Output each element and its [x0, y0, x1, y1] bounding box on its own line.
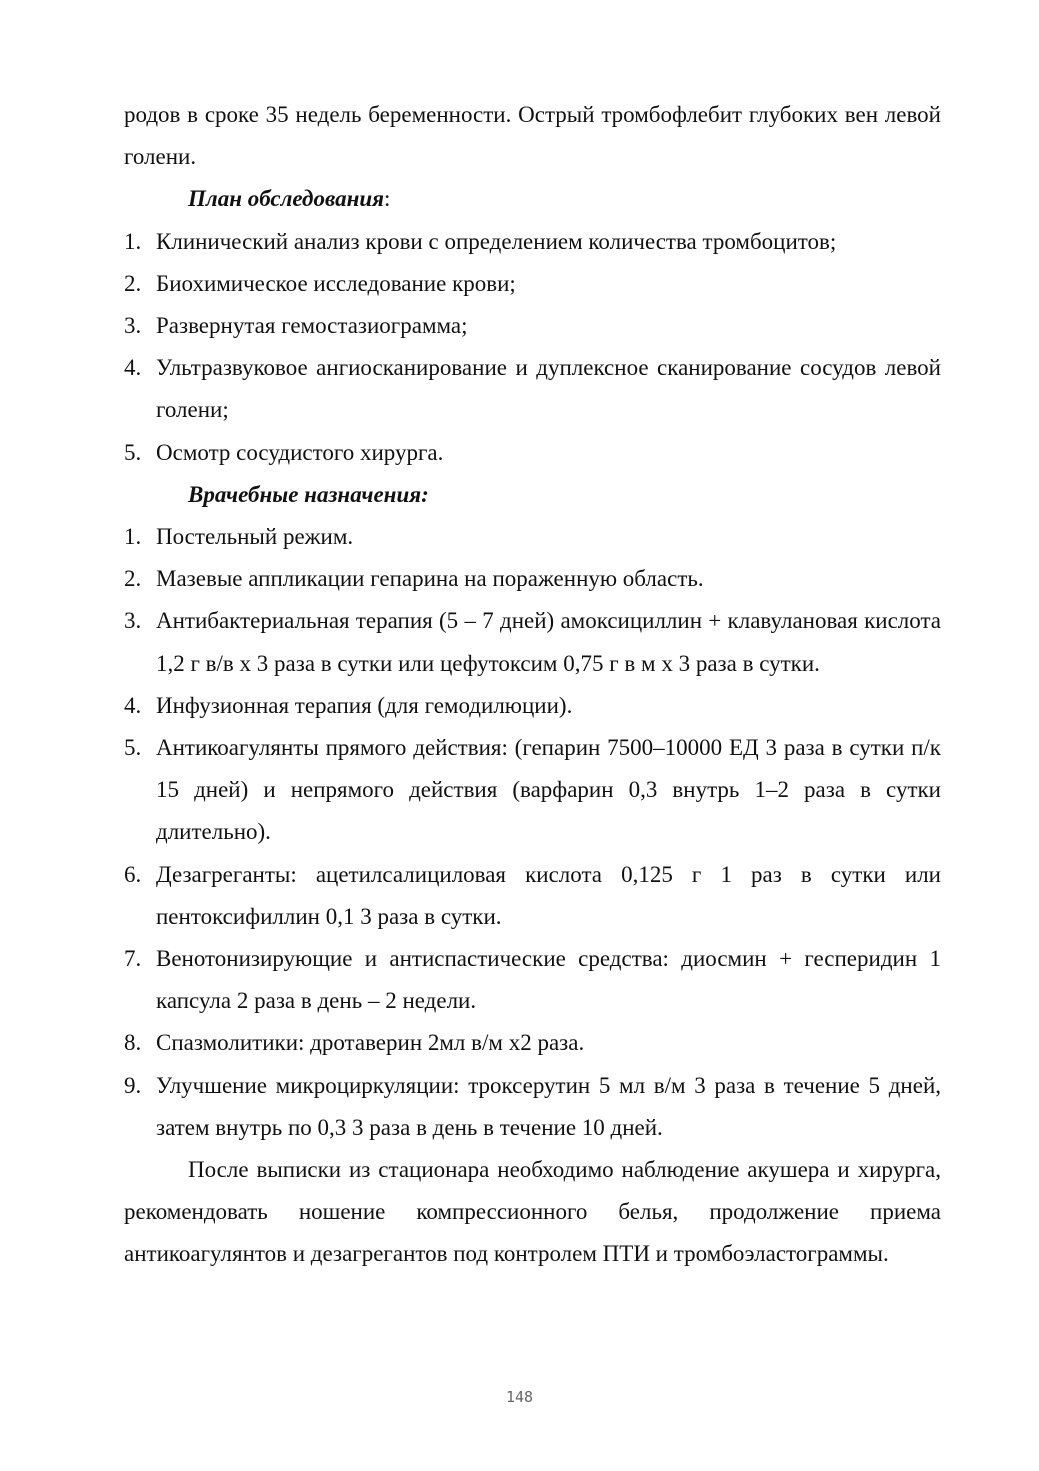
list-item-text: Мазевые аппликации гепарина на пораженную область. [156, 566, 704, 592]
list-item-text: Улучшение микроциркуляции: троксерутин 5 мл в/м 3 раза в течение 5 дней, затем внутрь по 0,3 3 раза в день в течение 10 дней. [156, 1072, 941, 1140]
list-item [124, 263, 941, 305]
list-item-number: 1. [124, 524, 142, 550]
list-item-number: 1. [124, 228, 142, 254]
list-item [124, 1022, 941, 1064]
list-item [124, 347, 941, 431]
list-item-number: 7. [124, 946, 142, 972]
list-item-number: 9. [124, 1072, 142, 1098]
list-item-text: Биохимическое исследование крови; [156, 270, 516, 296]
list-item [124, 432, 941, 474]
list-item-number: 6. [124, 861, 142, 887]
list-item-text: Осмотр сосудистого хирурга. [156, 439, 444, 465]
list-item [124, 1065, 941, 1149]
list-item [124, 558, 941, 600]
list-item-number: 4. [124, 355, 142, 381]
list-item [124, 854, 941, 938]
list-item-number: 3. [124, 313, 142, 339]
list-item-text: Антикоагулянты прямого действия: (гепарин 7500–10000 ЕД 3 раза в сутки п/к 15 дней) и непрямого действия (варфарин 0,3 внутрь 1–2 раза в сутки длительно). [156, 735, 941, 845]
document-page [124, 94, 941, 1276]
list-item [124, 305, 941, 347]
list-item-text: Клинический анализ крови с определением количества тромбоцитов; [156, 228, 837, 254]
intro-paragraph: родов в сроке 35 недель беременности. Острый тромбофлебит глубоких вен левой голени. [124, 102, 941, 170]
exam-plan-list [124, 221, 941, 474]
list-item [124, 685, 941, 727]
list-item [124, 727, 941, 854]
list-item [124, 221, 941, 263]
prescriptions-list [124, 516, 941, 1149]
list-item-text: Развернутая гемостазиограмма; [156, 313, 468, 339]
list-item-text: Венотонизирующие и антиспастические средства: диосмин + гесперидин 1 капсула 2 раза в день – 2 недели. [156, 946, 941, 1014]
list-item [124, 516, 941, 558]
prescriptions-title: Врачебные назначения: [188, 481, 429, 507]
exam-plan-colon: : [383, 186, 391, 212]
list-item-text: Дезагреганты: ацетилсалициловая кислота 0,125 г 1 раз в сутки или пентоксифиллин 0,1 3 раза в сутки. [156, 861, 941, 929]
list-item-text: Ультразвуковое ангиосканирование и дуплексное сканирование сосудов левой голени; [156, 355, 941, 423]
list-item-number: 4. [124, 692, 142, 718]
list-item-number: 3. [124, 608, 142, 634]
list-item [124, 938, 941, 1022]
exam-plan-title: План обследования [188, 186, 384, 212]
conclusion-paragraph: После выписки из стационара необходимо наблюдение акушера и хирурга, рекомендовать ношение компрессионного белья, продолжение приема антикоагулянтов и дезагрегантов под контролем ПТИ и тромбоэластограммы. [124, 1157, 941, 1267]
list-item-text: Спазмолитики: дротаверин 2мл в/м х2 раза. [156, 1030, 585, 1056]
list-item-text: Инфузионная терапия (для гемодилюции). [156, 692, 573, 718]
list-item [124, 600, 941, 684]
list-item-number: 5. [124, 735, 142, 761]
list-item-number: 2. [124, 270, 142, 296]
list-item-number: 2. [124, 566, 142, 592]
list-item-text: Антибактериальная терапия (5 – 7 дней) амоксициллин + клавулановая кислота 1,2 г в/в х 3 раза в сутки или цефутоксим 0,75 г в м х 3 раза в сутки. [156, 608, 941, 676]
exam-plan-heading [124, 178, 941, 220]
page-number: 148 [505, 1388, 534, 1406]
list-item-number: 5. [124, 439, 142, 465]
prescriptions-heading [124, 474, 941, 516]
list-item-text: Постельный режим. [156, 524, 354, 550]
list-item-number: 8. [124, 1030, 142, 1056]
